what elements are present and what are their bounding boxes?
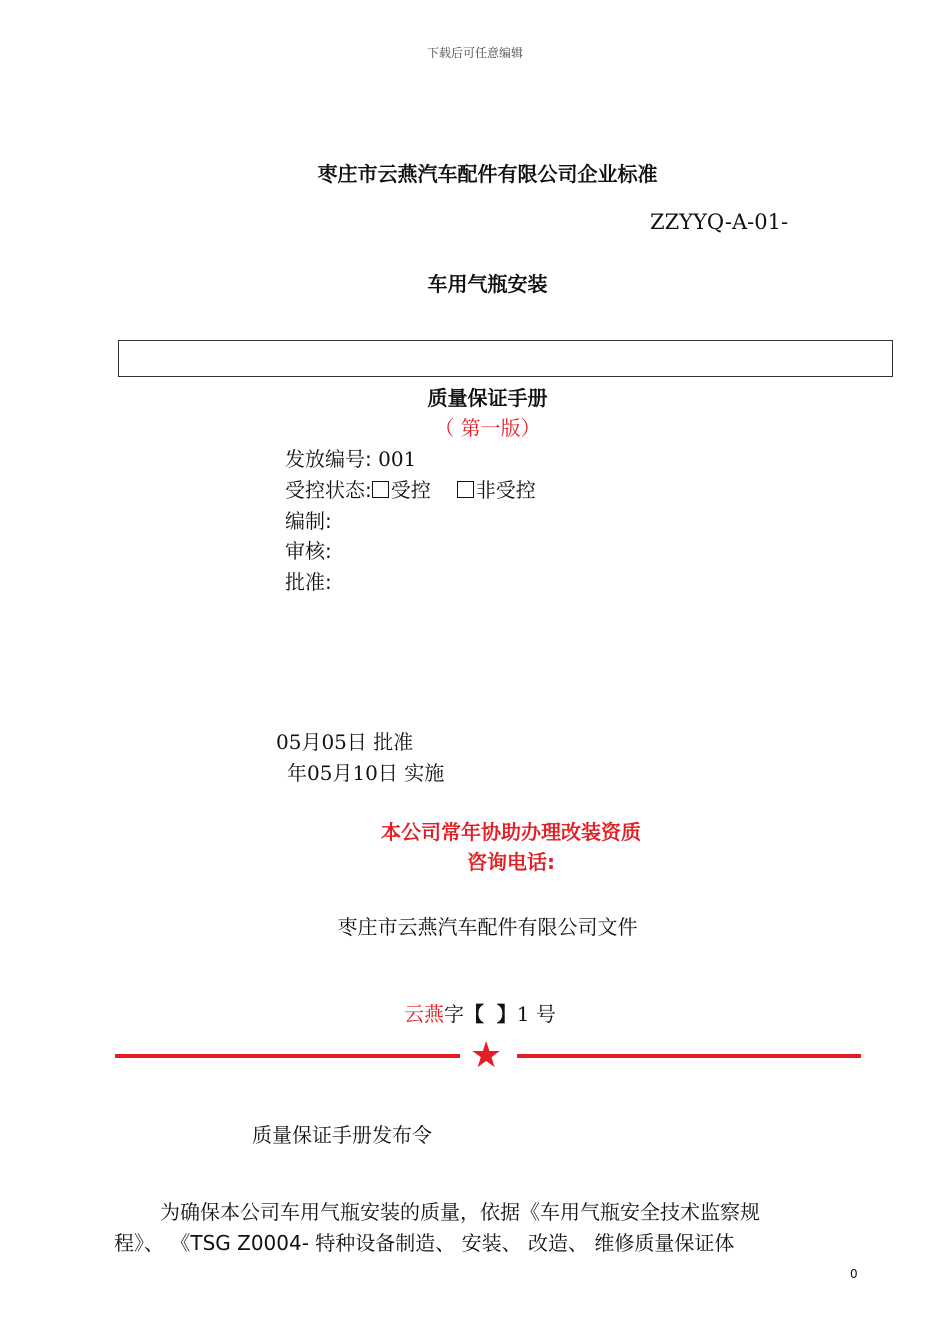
decree-title: 质量保证手册发布令	[252, 1123, 432, 1147]
issue-number-label: 发放编号:	[285, 447, 372, 471]
header-note: 下载后可任意编辑	[426, 46, 523, 60]
implementation-date-line	[287, 757, 444, 786]
approved-by-field: 批准:	[285, 570, 332, 594]
day-char-2: 日	[377, 761, 398, 785]
red-star-icon: ★	[470, 1035, 503, 1076]
right-bracket: 】	[496, 1002, 517, 1026]
reviewed-by-field: 审核:	[285, 539, 332, 563]
red-rule-left	[115, 1054, 460, 1058]
control-status-label: 受控状态:	[285, 478, 372, 502]
body-paragraph-line-1: 为确保本公司车用气瓶安装的质量，依据《车用气瓶安全技术监察规	[160, 1200, 760, 1224]
doc-number-num: 1	[516, 1002, 530, 1026]
controlled-checkbox[interactable]	[372, 481, 389, 498]
empty-frame-box	[118, 340, 893, 377]
company-standard-title: 枣庄市云燕汽车配件有限公司企业标准	[317, 162, 658, 186]
compiled-by-field: 编制:	[285, 509, 332, 533]
uncontrolled-label: 非受控	[475, 478, 536, 502]
doc-number-prefix: 云燕	[404, 1002, 444, 1026]
doc-number-char: 字	[444, 1002, 464, 1026]
document-number	[404, 998, 556, 1027]
subject-title: 车用气瓶安装	[427, 272, 548, 296]
ad-line-2: 咨询电话:	[467, 850, 555, 874]
edition-label: （ 第一版）	[434, 416, 541, 440]
manual-title: 质量保证手册	[427, 386, 548, 410]
issue-number-value: 001	[371, 447, 417, 471]
control-status-field	[285, 474, 536, 503]
month-char: 月	[301, 730, 322, 754]
approval-day: 05	[321, 730, 347, 754]
ad-line-1: 本公司常年协助办理改装资质	[381, 820, 641, 844]
page-number: 0	[850, 1267, 858, 1281]
approval-month: 05	[276, 730, 302, 754]
issue-number-field	[285, 443, 416, 472]
implementation-day: 10	[352, 761, 378, 785]
month-char-2: 月	[332, 761, 353, 785]
document-code: ZZYYQ-A-01-	[650, 210, 789, 234]
implementation-month: 05	[307, 761, 333, 785]
doc-number-hao: 号	[535, 1002, 556, 1026]
implementation-word: 实施	[404, 761, 445, 785]
red-rule-right	[517, 1054, 861, 1058]
year-char: 年	[287, 761, 307, 785]
uncontrolled-checkbox[interactable]	[457, 481, 474, 498]
day-char: 日	[346, 730, 367, 754]
body-paragraph-line-2: 程》、 《TSG Z0004- 特种设备制造、 安装、 改造、 维修质量保证体	[114, 1231, 735, 1255]
controlled-label: 受控	[390, 478, 431, 502]
approval-date-line	[276, 726, 413, 755]
approval-word: 批准	[373, 730, 414, 754]
left-bracket: 【	[464, 1002, 484, 1026]
file-company-name: 枣庄市云燕汽车配件有限公司文件	[337, 915, 638, 939]
